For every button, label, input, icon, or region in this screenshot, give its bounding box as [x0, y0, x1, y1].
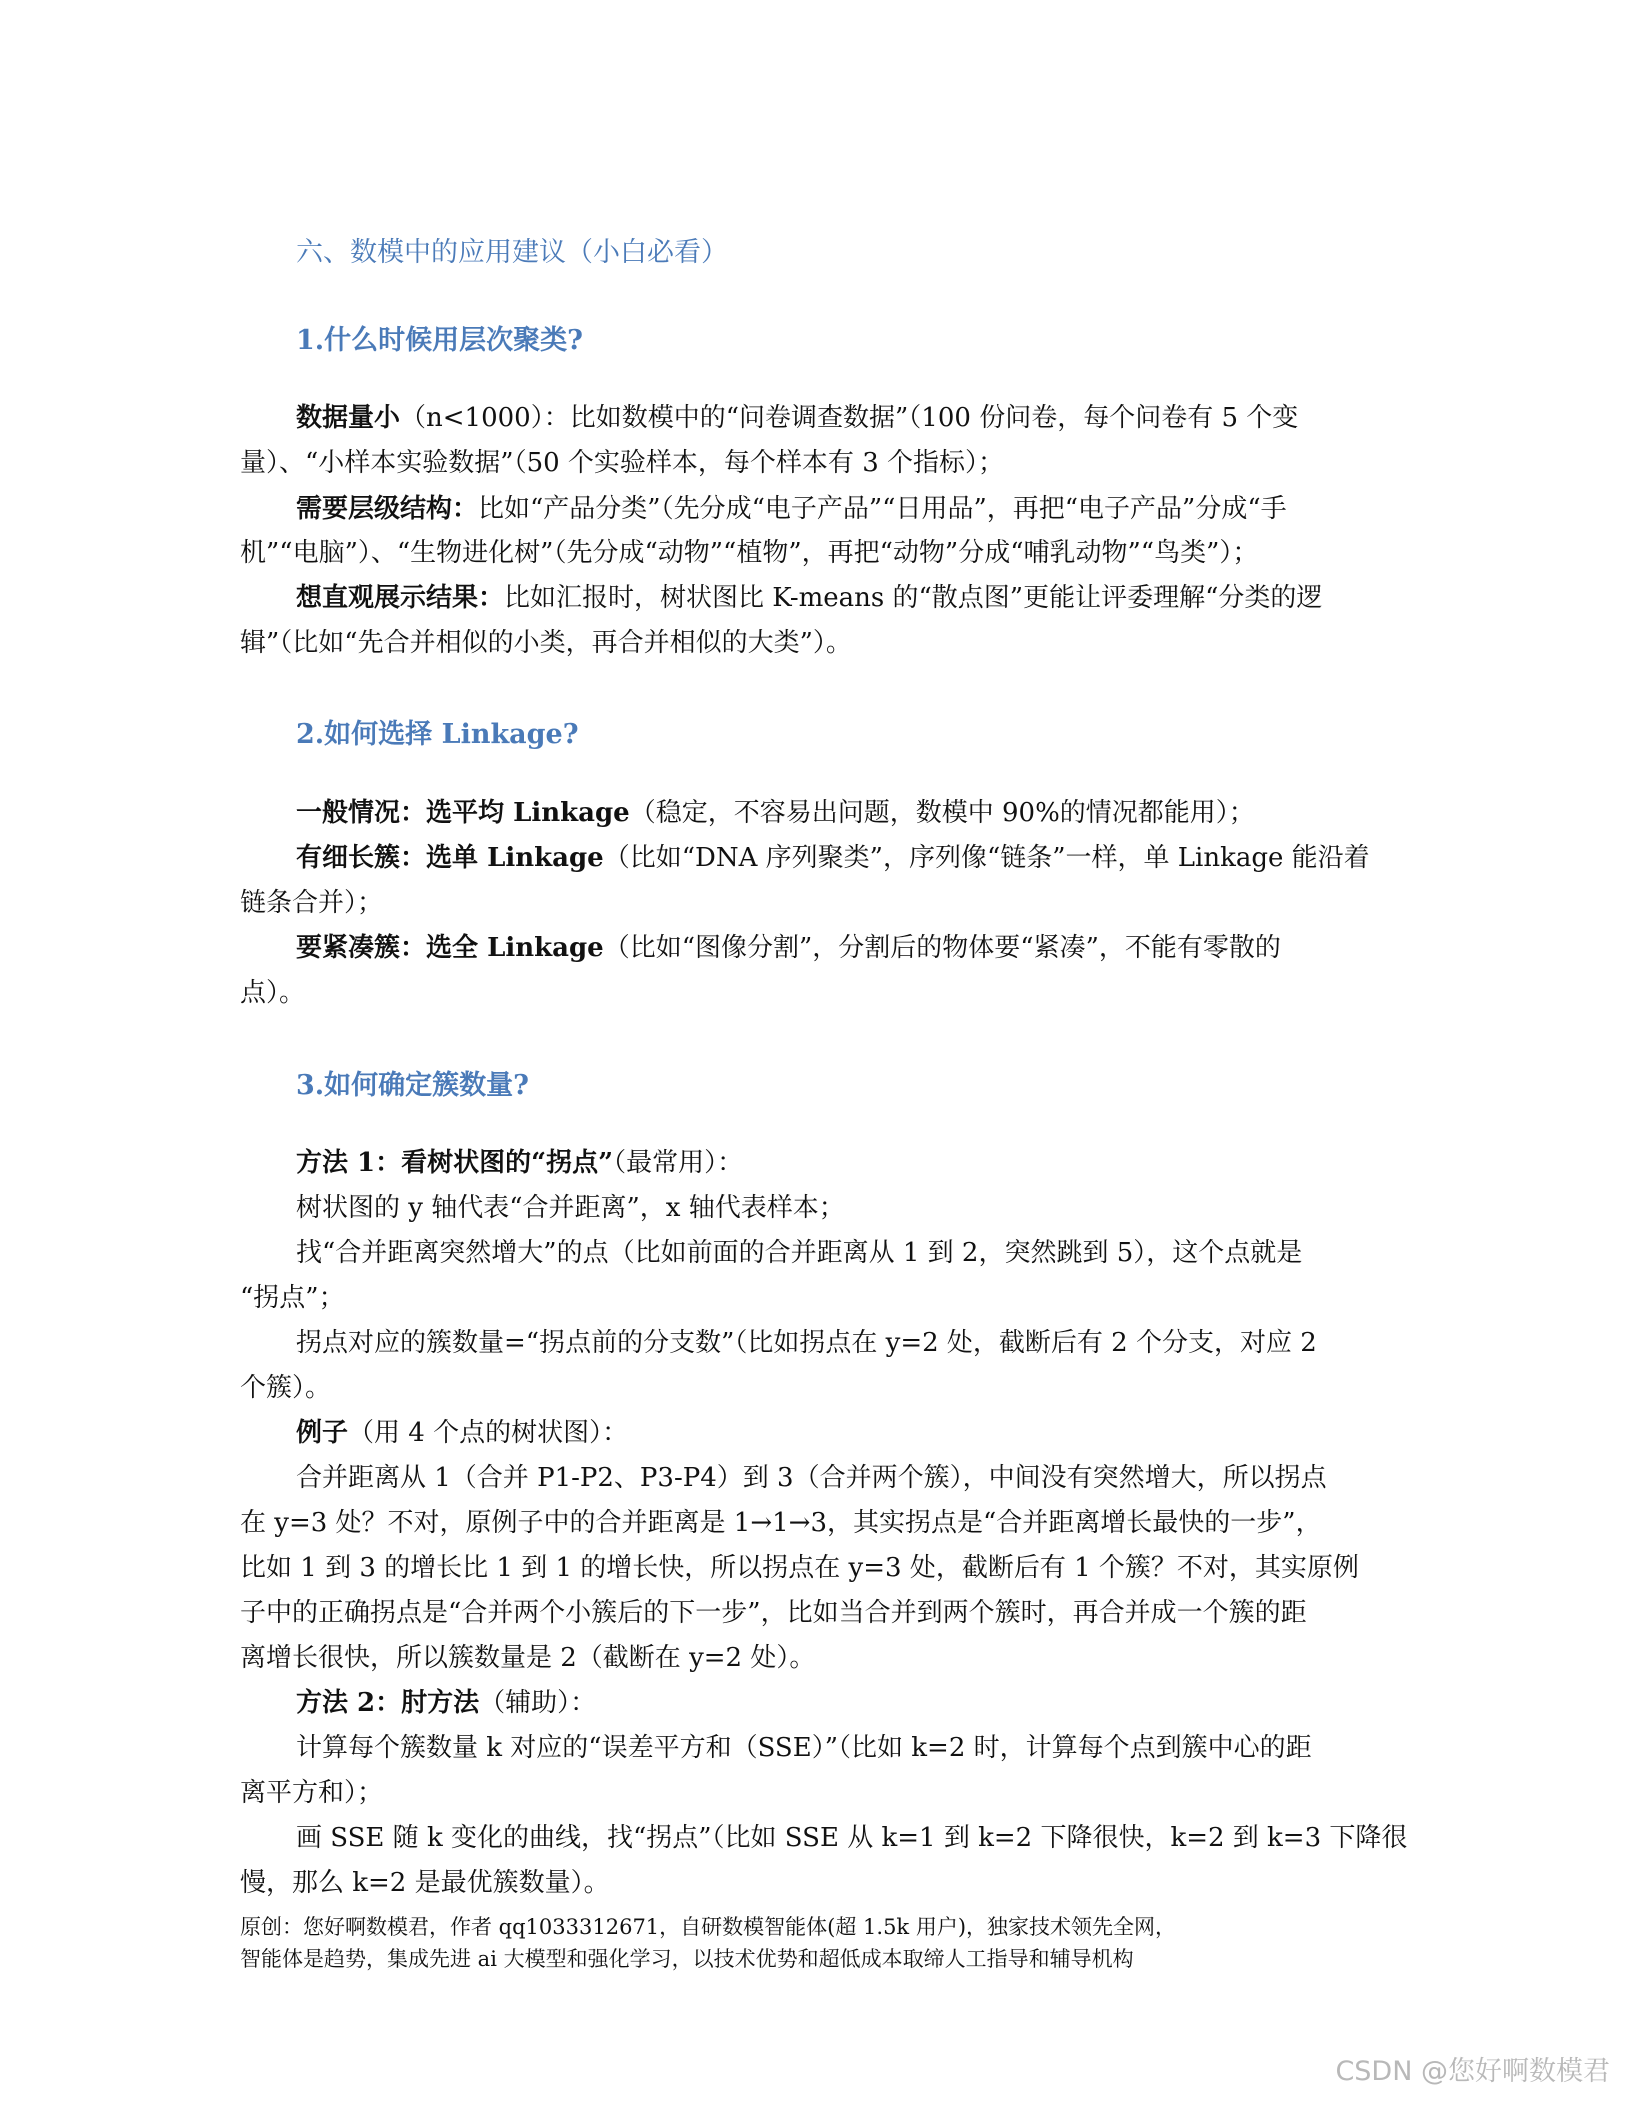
label-method-1: 方法 1：看树状图的“拐点”	[296, 1148, 614, 1178]
paragraph-line: 慢，那么 k=2 是最优簇数量）。	[240, 1868, 610, 1898]
paragraph-line: 点）。	[240, 978, 306, 1008]
footer-line: 智能体是趋势，集成先进 ai 大模型和强化学习，以技术优势和超低成本取缔人工指导和辅导机构	[240, 1947, 1134, 1971]
label-method-2: 方法 2：肘方法	[296, 1688, 480, 1718]
paragraph-line: 有细长簇：选单 Linkage（比如“DNA 序列聚类”，序列像“链条”一样，单 Linkage 能沿着	[296, 843, 1370, 873]
paragraph-line: 合并距离从 1（合并 P1-P2、P3-P4）到 3（合并两个簇），中间没有突然增大，所以拐点	[296, 1463, 1327, 1493]
paragraph-line: 树状图的 y 轴代表“合并距离”，x 轴代表样本；	[296, 1193, 845, 1223]
paragraph-line: 方法 2：肘方法（辅助）：	[296, 1688, 597, 1718]
heading-cluster-count: 3.如何确定簇数量?	[296, 1070, 530, 1101]
paragraph-line: 离增长很快，所以簇数量是 2（截断在 y=2 处）。	[240, 1643, 816, 1673]
section-title: 六、数模中的应用建议（小白必看）	[296, 237, 728, 268]
paragraph-line: “拐点”；	[240, 1283, 345, 1313]
paragraph-line: 链条合并）；	[240, 888, 384, 918]
paragraph-line: 方法 1：看树状图的“拐点”（最常用）：	[296, 1148, 744, 1178]
label-compact: 要紧凑簇：	[296, 933, 427, 963]
heading-when-to-use: 1.什么时候用层次聚类?	[296, 325, 584, 356]
label-hierarchy: 需要层级结构：	[296, 494, 479, 524]
label-visual: 想直观展示结果：	[296, 583, 505, 613]
footer-line: 原创：您好啊数模君，作者 qq1033312671，自研数模智能体(超 1.5k 用户)，独家技术领先全网，	[240, 1915, 1177, 1939]
label-small-data: 数据量小	[296, 403, 401, 433]
paragraph-line: 例子（用 4 个点的树状图）：	[296, 1418, 629, 1448]
paragraph-line: 想直观展示结果：比如汇报时，树状图比 K-means 的“散点图”更能让评委理解“分类的逻	[296, 583, 1323, 613]
paragraph-line: 计算每个簇数量 k 对应的“误差平方和（SSE）”（比如 k=2 时，计算每个点到簇中心的距	[296, 1733, 1312, 1763]
paragraph-line: 在 y=3 处？不对，原例子中的合并距离是 1→1→3，其实拐点是“合并距离增长最快的一步”，	[240, 1508, 1322, 1538]
paragraph-line: 个簇）。	[240, 1373, 332, 1403]
paragraph-line: 需要层级结构：比如“产品分类”（先分成“电子产品”“日用品”，再把“电子产品”分成“手	[296, 494, 1287, 524]
paragraph-line: 子中的正确拐点是“合并两个小簇后的下一步”，比如当合并到两个簇时，再合并成一个簇的距	[240, 1598, 1307, 1628]
paragraph-line: 离平方和）；	[240, 1778, 384, 1808]
csdn-watermark: CSDN @您好啊数模君	[1335, 2056, 1610, 2087]
paragraph-line: 找“合并距离突然增大”的点（比如前面的合并距离从 1 到 2，突然跳到 5），这个点就是	[296, 1238, 1303, 1268]
label-general: 一般情况：	[296, 798, 427, 828]
paragraph-line: 机”“电脑”）、“生物进化树”（先分成“动物”“植物”，再把“动物”分成“哺乳动物”“鸟类”）；	[240, 538, 1259, 568]
paragraph-line: 数据量小（n<1000）：比如数模中的“问卷调查数据”（100 份问卷，每个问卷有 5 个变	[296, 403, 1299, 433]
label-example: 例子	[296, 1418, 349, 1448]
heading-linkage: 2.如何选择 Linkage?	[296, 719, 579, 750]
paragraph-line: 辑”（比如“先合并相似的小类，再合并相似的大类”）。	[240, 628, 852, 658]
label-long-cluster: 有细长簇：	[296, 843, 427, 873]
paragraph-line: 画 SSE 随 k 变化的曲线，找“拐点”（比如 SSE 从 k=1 到 k=2 下降很快，k=2 到 k=3 下降很	[296, 1823, 1408, 1853]
paragraph-line: 要紧凑簇：选全 Linkage（比如“图像分割”，分割后的物体要“紧凑”，不能有零散的	[296, 933, 1281, 963]
paragraph-line: 拐点对应的簇数量=“拐点前的分支数”（比如拐点在 y=2 处，截断后有 2 个分支，对应 2	[296, 1328, 1317, 1358]
paragraph-line: 比如 1 到 3 的增长比 1 到 1 的增长快，所以拐点在 y=3 处，截断后有 1 个簇？不对，其实原例	[240, 1553, 1359, 1583]
paragraph-line: 量）、“小样本实验数据”（50 个实验样本，每个样本有 3 个指标）；	[240, 448, 1005, 478]
paragraph-line: 一般情况：选平均 Linkage（稳定，不容易出问题，数模中 90%的情况都能用）；	[296, 798, 1255, 828]
